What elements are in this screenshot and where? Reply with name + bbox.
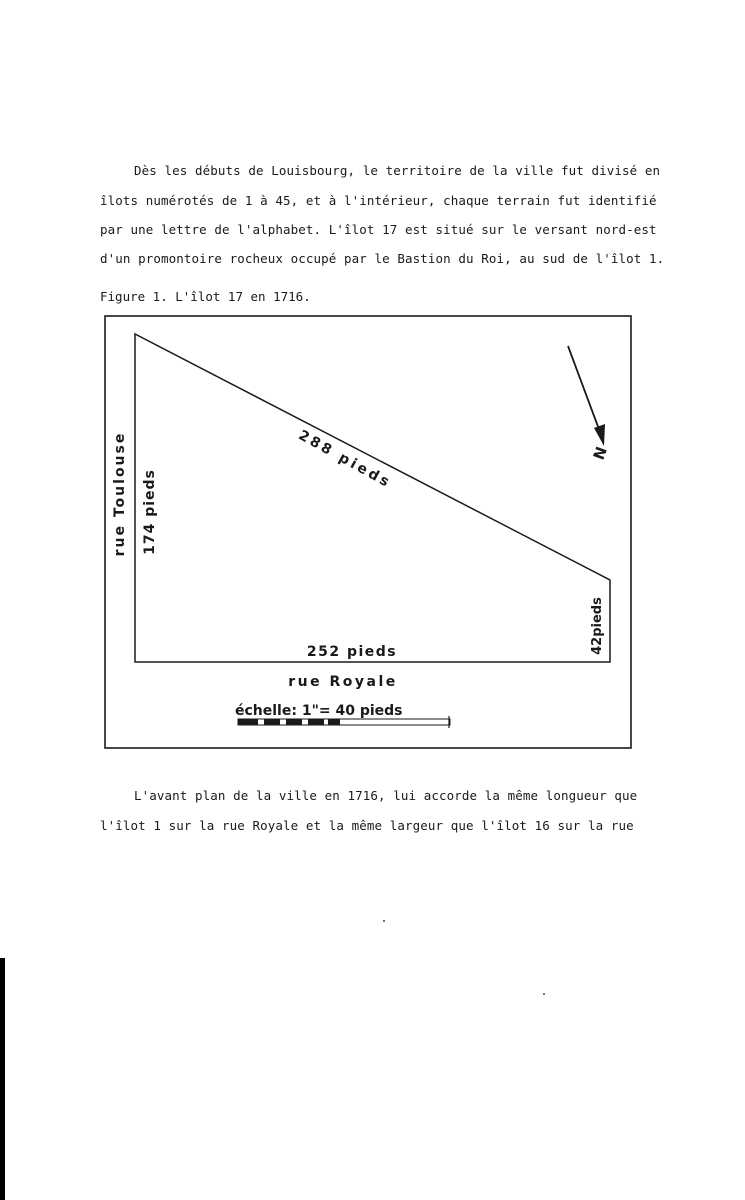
paragraph-1-line-4: d'un promontoire rocheux occupé par le Bastion du Roi, au sud de l'îlot 1. [100,251,665,266]
lot-outline [135,334,610,662]
rue-royale-label: rue Royale [288,674,398,690]
scan-speck [543,993,545,995]
paragraph-2-line-1: L'avant plan de la ville en 1716, lui accorde la même longueur que [134,788,638,803]
paragraph-2-line-2: l'îlot 1 sur la rue Royale et la même largeur que l'îlot 16 sur la rue [100,818,634,833]
north-arrow-icon [568,346,605,446]
scale-label: échelle: 1"= 40 pieds [235,703,403,719]
scan-edge-mark [0,958,5,1200]
rue-toulouse-label: rue Toulouse [112,431,128,557]
paragraph-1-line-3: par une lettre de l'alphabet. L'îlot 17 est situé sur le versant nord-est [100,222,657,237]
north-label: N [589,444,611,463]
paragraph-1-line-2: îlots numérotés de 1 à 45, et à l'intérieur, chaque terrain fut identifié [100,193,657,208]
figure-caption: Figure 1. L'îlot 17 en 1716. [100,289,311,304]
right-side-length-label: 42pieds [590,597,605,655]
paragraph-1-line-1: Dès les débuts de Louisbourg, le territoire de la ville fut divisé en [134,163,661,178]
diagonal-length-label: 288 pieds [295,427,395,492]
scan-speck [383,920,385,922]
left-side-length-label: 174 pieds [142,469,158,555]
bottom-length-label: 252 pieds [306,644,398,660]
